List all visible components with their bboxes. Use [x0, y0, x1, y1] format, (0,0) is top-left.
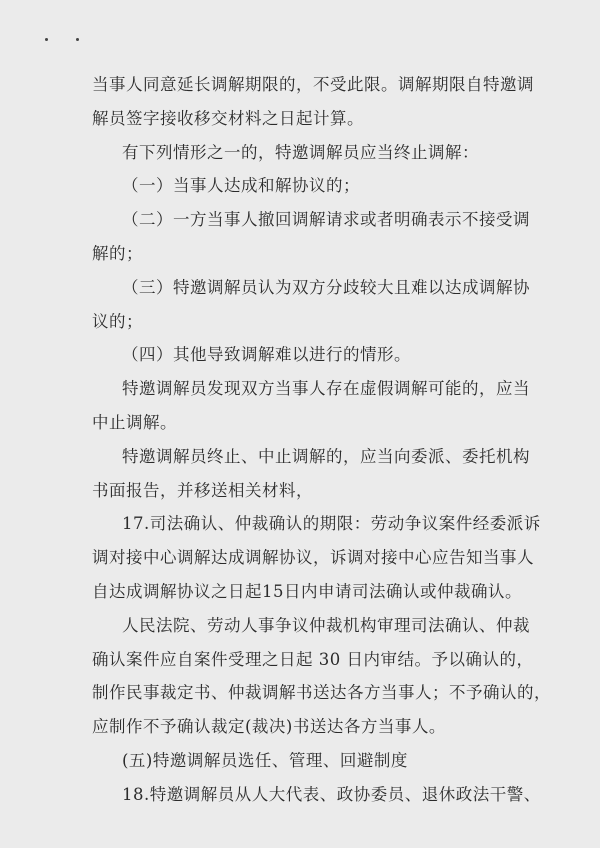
text-line: 有下列情形之一的，特邀调解员应当终止调解： [122, 142, 479, 162]
text-line: 人民法院、劳动人事争议仲裁机构审理司法确认、仲裁 [122, 615, 530, 635]
text-line: 书面报告，并移送相关材料， [92, 480, 313, 500]
text-line: （四）其他导致调解难以进行的情形。 [122, 345, 411, 365]
text-line: 特邀调解员发现双方当事人存在虚假调解可能的，应当 [122, 379, 530, 399]
text-line: （二）一方当事人撤回调解请求或者明确表示不接受调 [122, 210, 530, 230]
text-line: 制作民事裁定书、仲裁调解书送达各方当事人；不予确认的， [92, 683, 551, 703]
text-line: （三）特邀调解员认为双方分歧较大且难以达成调解协 [122, 277, 530, 297]
text-line: 应制作不予确认裁定(裁决)书送达各方当事人。 [92, 717, 446, 737]
text-line: 议的； [92, 311, 143, 331]
text-line: （一）当事人达成和解协议的； [122, 176, 360, 196]
text-line: 解员签字接收移交材料之日起计算。 [92, 108, 364, 128]
text-line: 确认案件应自案件受理之日起 30 日内审结。予以确认的， [92, 649, 534, 669]
text-line: 特邀调解员终止、中止调解的，应当向委派、委托机构 [122, 446, 530, 466]
text-line: 17.司法确认、仲裁确认的期限：劳动争议案件经委派诉 [122, 514, 541, 534]
scan-speck [45, 38, 48, 41]
text-line: 当事人同意延长调解期限的，不受此限。调解期限自特邀调 [92, 75, 534, 94]
scan-speck [76, 38, 79, 41]
text-line: (五)特邀调解员选任、管理、回避制度 [122, 751, 408, 770]
text-line: 解的； [92, 244, 143, 263]
text-line: 调对接中心调解达成调解协议，诉调对接中心应告知当事人 [92, 548, 534, 568]
text-line: 自达成调解协议之日起15日内申请司法确认或仲裁确认。 [92, 582, 522, 601]
text-line: 18.特邀调解员从人大代表、政协委员、退休政法干警、 [122, 784, 541, 804]
text-line: 中止调解。 [92, 413, 177, 432]
